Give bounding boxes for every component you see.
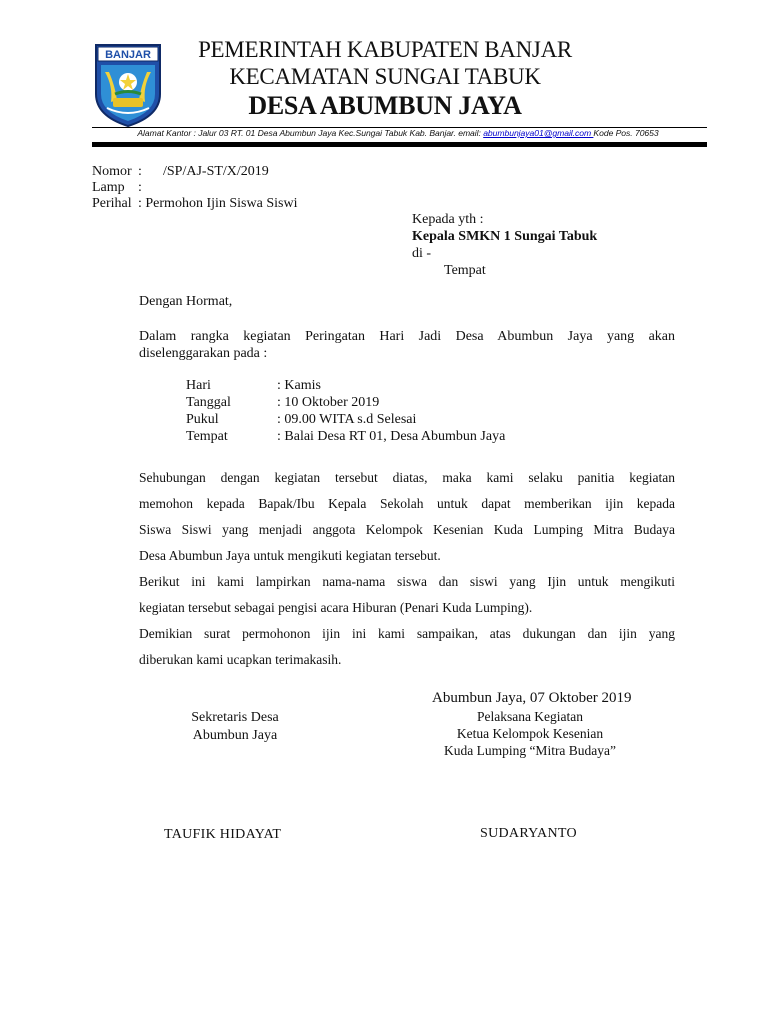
signer-right-title-1: Pelaksana Kegiatan: [476, 709, 584, 724]
nomor-separator: :: [138, 164, 142, 179]
body-line: Berikut ini kami lampirkan nama-nama siswa dan siswi yang Ijin untuk mengikuti: [139, 574, 675, 589]
signer-left-title-2: Abumbun Jaya: [192, 728, 278, 743]
event-day-value: : Kamis: [277, 378, 321, 393]
signer-left-title-1: Sekretaris Desa: [191, 710, 279, 725]
body-line: memohon kepada Bapak/Ibu Kepala Sekolah untuk dapat memberikan ijin kepada: [139, 496, 675, 511]
recipient-salutation: Kepada yth :: [412, 212, 484, 227]
letterhead-district: KECAMATAN SUNGAI TABUK: [229, 64, 541, 89]
event-time-value: : 09.00 WITA s.d Selesai: [277, 412, 417, 427]
intro-line-1: Dalam rangka kegiatan Peringatan Hari Jadi Desa Abumbun Jaya yang akan: [139, 329, 675, 344]
place-and-date: Abumbun Jaya, 07 Oktober 2019: [432, 690, 632, 706]
emblem-label: BANJAR: [105, 49, 151, 61]
nomor-value: /SP/AJ-ST/X/2019: [163, 164, 269, 179]
letterhead-village: DESA ABUMBUN JAYA: [248, 91, 522, 120]
body-line: Siswa Siswi yang menjadi anggota Kelompok Kesenian Kuda Lumping Mitra Budaya: [139, 522, 675, 537]
event-time-label: Pukul: [186, 412, 219, 427]
body-line: Demikian surat permohonon ijin ini kami sampaikan, atas dukungan dan ijin yang: [139, 626, 675, 641]
letterhead-rule-thick: [92, 142, 707, 147]
letter-body: [139, 465, 675, 673]
intro-line-2: diselenggarakan pada :: [139, 346, 268, 361]
signer-left-name: TAUFIK HIDAYAT: [164, 827, 282, 842]
body-line: diberukan kami ucapkan terimakasih.: [139, 652, 342, 667]
body-line: Sehubungan dengan kegiatan tersebut diatas, maka kami selaku panitia kegiatan: [139, 470, 675, 485]
body-line: kegiatan tersebut sebagai pengisi acara Hiburan (Penari Kuda Lumping).: [139, 600, 533, 615]
recipient-place: Tempat: [444, 263, 486, 278]
recipient-di: di -: [412, 246, 432, 261]
body-line: Desa Abumbun Jaya untuk mengikuti kegiatan tersebut.: [139, 548, 441, 563]
perihal-value: : Permohon Ijin Siswa Siswi: [138, 196, 298, 211]
letterhead-address-line: [92, 128, 704, 138]
event-date-label: Tanggal: [186, 395, 231, 410]
lamp-separator: :: [138, 180, 142, 195]
event-place-value: : Balai Desa RT 01, Desa Abumbun Jaya: [277, 429, 506, 444]
signer-right-title-3: Kuda Lumping “Mitra Budaya”: [443, 743, 617, 758]
lamp-label: Lamp: [92, 180, 125, 195]
postal-code: Kode Pos. 70653: [593, 128, 659, 138]
perihal-label: Perihal: [92, 196, 132, 211]
address-text: Alamat Kantor : Jalur 03 RT. 01 Desa Abumbun Jaya Kec.Sungai Tabuk Kab. Banjar. email:: [137, 128, 484, 138]
letterhead-government: PEMERINTAH KABUPATEN BANJAR: [198, 37, 572, 62]
event-date-value: : 10 Oktober 2019: [277, 395, 380, 410]
signer-right-name: SUDARYANTO: [480, 826, 577, 841]
event-place-label: Tempat: [186, 429, 228, 444]
email-link[interactable]: abumbunjaya01@gmail.com: [483, 128, 594, 138]
greeting: Dengan Hormat,: [139, 294, 233, 309]
event-day-label: Hari: [186, 378, 211, 393]
nomor-label: Nomor: [92, 164, 132, 179]
signer-right-title-2: Ketua Kelompok Kesenian: [456, 726, 604, 741]
recipient-name: Kepala SMKN 1 Sungai Tabuk: [412, 229, 598, 244]
